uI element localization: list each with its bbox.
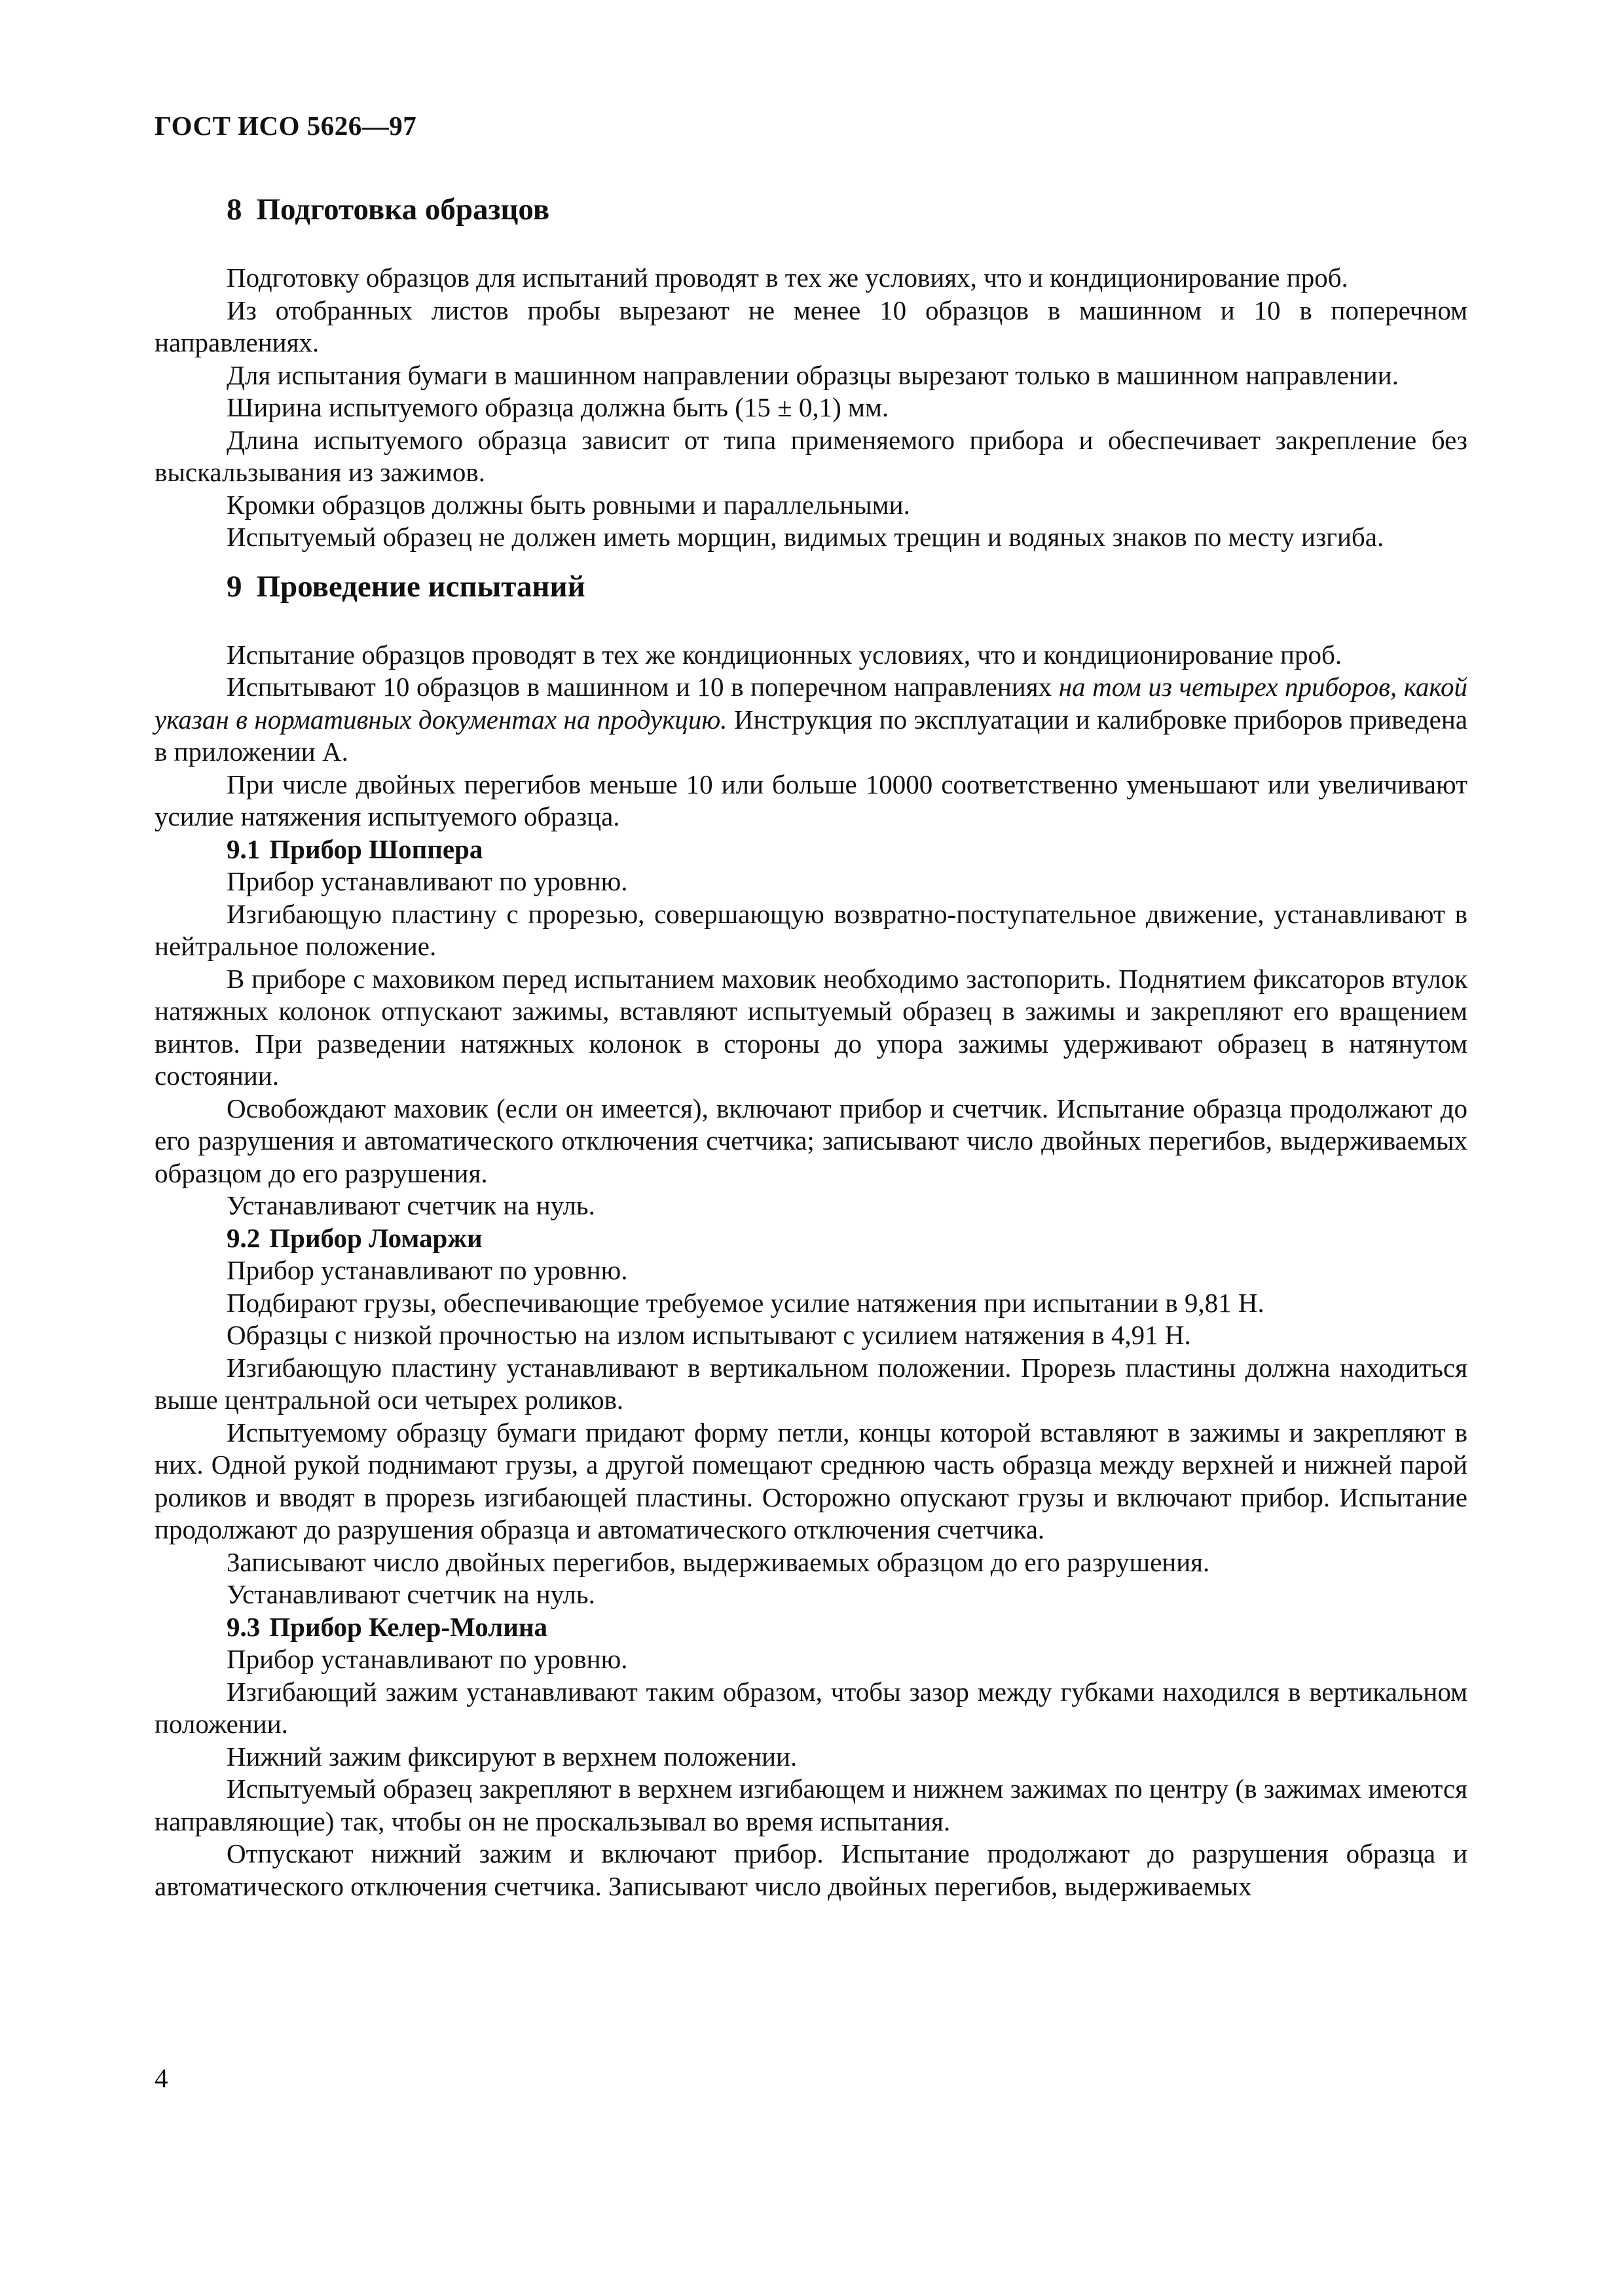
paragraph: В приборе с маховиком перед испытанием маховик необходимо застопорить. Поднятием фиксаторов втулок натяжных колонок отпускают зажимы, вставляют испытуемый образец в зажимы и закрепляют его вращением винтов. При разведении натяжных колонок в стороны до упора зажимы удерживают образец в натянутом состоянии. (155, 963, 1467, 1091)
subsection-9-3-heading (155, 1611, 1467, 1644)
paragraph: Для испытания бумаги в машинном направлении образцы вырезают только в машинном направлении. (227, 359, 1399, 390)
paragraph: Испытуемый образец не должен иметь морщин, видимых трещин и водяных знаков по месту изгиба. (227, 522, 1384, 552)
paragraph: Освобождают маховик (если он имеется), включают прибор и счетчик. Испытание образца продолжают до его разрушения и автоматического отключения счетчика; записывают число двойных перегибов, выдерживаемых образцом до его разрушения. (155, 1093, 1467, 1188)
section-number: 8 (227, 192, 242, 227)
subsection-number: 9.2 (227, 1222, 261, 1253)
section-title: Подготовка образцов (256, 192, 550, 227)
paragraph: Прибор устанавливают по уровню. (227, 1255, 628, 1285)
section-title: Проведение испытаний (256, 569, 585, 604)
paragraph: Из отобранных листов пробы вырезают не менее 10 образцов в машинном и 10 в поперечном направлениях. (155, 295, 1467, 357)
italic-text-run: на том из четырех приборов, какой указан в нормативных документах на продукцию. (155, 672, 1467, 735)
paragraph: Подбирают грузы, обеспечивающие требуемое усилие натяжения при испытании в 9,81 Н. (227, 1287, 1264, 1318)
paragraph: Испытуемый образец закрепляют в верхнем изгибающем и нижнем зажимах по центру (в зажимах имеются направляющие) так, чтобы он не проскальзывал во время испытания. (155, 1774, 1467, 1836)
subsection-9-1-heading (155, 833, 1467, 866)
subsection-title: Прибор Келер-Молина (269, 1611, 547, 1642)
paragraph: Подготовку образцов для испытаний проводят в тех же условиях, что и кондиционирование проб. (227, 263, 1348, 293)
paragraph: Изгибающую пластину устанавливают в вертикальном положении. Прорезь пластины должна находиться выше центральной оси четырех роликов. (155, 1352, 1467, 1415)
document-body (155, 177, 1467, 1903)
page-number: 4 (155, 2063, 168, 2093)
subsection-title: Прибор Ломаржи (269, 1222, 483, 1253)
paragraph: Изгибающий зажим устанавливают таким образом, чтобы зазор между губками находился в вертикальном положении. (155, 1676, 1467, 1739)
text-run: Инструкция по эксплуатации и калибровке приборов приведена в приложении А. (155, 704, 1467, 767)
paragraph: Отпускают нижний зажим и включают прибор. Испытание продолжают до разрушения образца и автоматического отключения счетчика. Записывают число двойных перегибов, выдерживаемых (155, 1838, 1467, 1901)
paragraph: Испытуемому образцу бумаги придают форму петли, концы которой вставляют в зажимы и закрепляют в них. Одной рукой поднимают грузы, а другой помещают среднюю часть образца между верхней и нижней парой роликов и вводят в прорезь изгибающей пластины. Осторожно опускают грузы и включают прибор. Испытание продолжают до разрушения образца и автоматического отключения счетчика. (155, 1417, 1467, 1544)
subsection-title: Прибор Шоппера (269, 833, 483, 864)
paragraph: Кромки образцов должны быть ровными и параллельными. (227, 489, 910, 520)
subsection-number: 9.1 (227, 833, 261, 864)
paragraph: Прибор устанавливают по уровню. (227, 866, 628, 896)
subsection-9-2-heading (155, 1222, 1467, 1255)
paragraph: Записывают число двойных перегибов, выдерживаемых образцом до его разрушения. (227, 1546, 1210, 1577)
paragraph: Длина испытуемого образца зависит от типа применяемого прибора и обеспечивает закрепление без выскальзывания из зажимов. (155, 424, 1467, 487)
paragraph: Изгибающую пластину с прорезью, совершающую возвратно-поступательное движение, устанавливают в нейтральное положение. (155, 898, 1467, 961)
document-code-header: ГОСТ ИСО 5626—97 (155, 111, 417, 141)
paragraph: Устанавливают счетчик на нуль. (227, 1190, 595, 1220)
paragraph: Устанавливают счетчик на нуль. (227, 1579, 595, 1609)
section-9-heading (227, 568, 1467, 605)
text-run: Испытывают 10 образцов в машинном и 10 в поперечном направлениях (227, 672, 1059, 702)
section-8-heading (227, 191, 1467, 228)
paragraph: Испытание образцов проводят в тех же кондиционных условиях, что и кондиционирование проб. (227, 639, 1342, 670)
paragraph-mixed (155, 671, 1467, 769)
section-number: 9 (227, 569, 242, 604)
paragraph: При числе двойных перегибов меньше 10 или больше 10000 соответственно уменьшают или увеличивают усилие натяжения испытуемого образца. (155, 769, 1467, 831)
paragraph: Прибор устанавливают по уровню. (227, 1644, 628, 1674)
paragraph: Ширина испытуемого образца должна быть (15 ± 0,1) мм. (227, 392, 889, 422)
subsection-number: 9.3 (227, 1611, 261, 1642)
paragraph: Образцы с низкой прочностью на излом испытывают с усилием натяжения в 4,91 Н. (227, 1320, 1191, 1350)
paragraph: Нижний зажим фиксируют в верхнем положении. (227, 1741, 798, 1772)
